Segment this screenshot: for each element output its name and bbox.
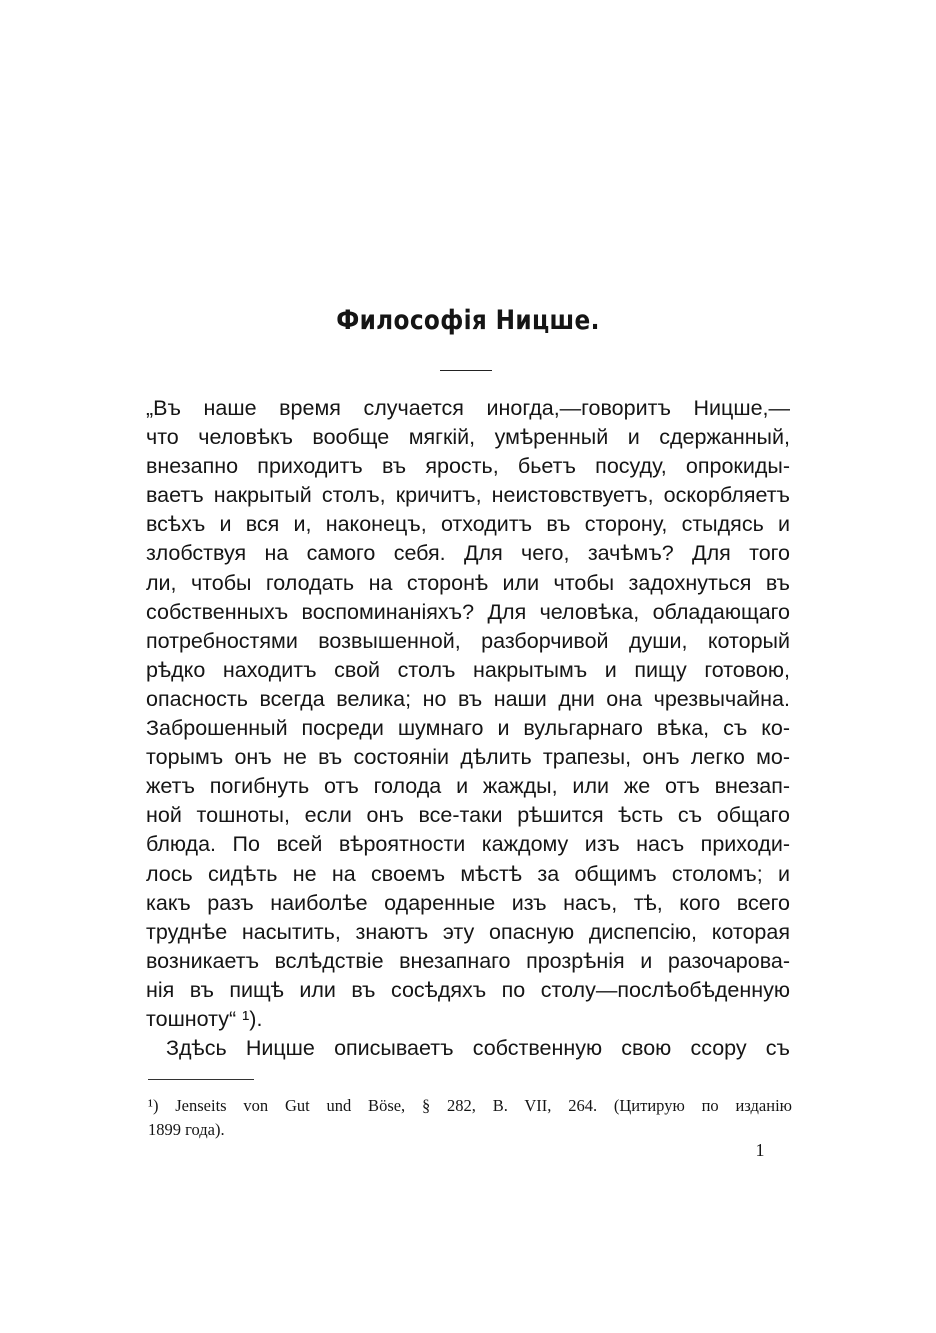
title-divider xyxy=(440,370,492,371)
text-line: ваетъ накрытый столъ, кричитъ, неистовствуетъ, оскорбляетъ xyxy=(146,483,790,508)
text-line: тошноту“ ¹). xyxy=(146,1006,263,1031)
page-title: Философія Ницше. xyxy=(336,305,600,336)
footnote-divider xyxy=(148,1079,254,1080)
text-line: лось сидѣть не на своемъ мѣстѣ за общимъ столомъ; и xyxy=(146,861,790,886)
text-line: нія въ пищѣ или въ сосѣдяхъ по столу—послѣобѣденную xyxy=(146,977,790,1002)
text-line: злобствуя на самого себя. Для чего, зачѣмъ? Для того xyxy=(146,541,790,566)
footnote xyxy=(148,1094,792,1142)
text-line: „Въ наше время случается иногда,—говоритъ Ницше,— xyxy=(146,396,790,420)
text-line: ной тошноты, если онъ все-таки рѣшится ѣсть съ общаго xyxy=(146,803,790,828)
text-line: жетъ погибнуть отъ голода и жажды, или же отъ внезап- xyxy=(146,774,790,799)
text-line: рѣдко находитъ свой столъ накрытымъ и пищу готовою, xyxy=(146,657,790,682)
text-line: Заброшенный посреди шумнаго и вульгарнаго вѣка, съ ко- xyxy=(146,716,790,741)
footnote-line: ¹) Jenseits von Gut und Böse, § 282, B. VII, 264. (Цитирую по изданію xyxy=(148,1096,792,1115)
text-line: опасность всегда велика; но въ наши дни она чрезвычайна. xyxy=(146,686,790,711)
text-line: внезапно приходитъ въ ярость, бьетъ посуду, опрокиды- xyxy=(146,454,790,479)
text-line: ли, чтобы голодать на сторонѣ или чтобы задохнуться въ xyxy=(146,570,790,595)
text-line: Здѣсь Ницше описываетъ собственную свою ссору съ xyxy=(166,1036,790,1061)
text-line: какъ разъ наиболѣе одаренные изъ насъ, тѣ, кого всего xyxy=(146,890,790,915)
text-line: труднѣе насытить, знаютъ эту опасную диспепсію, которая xyxy=(146,919,790,944)
page-number: 1 xyxy=(755,1140,765,1160)
text-line: возникаетъ вслѣдствіе внезапнаго прозрѣнія и разочарова- xyxy=(146,948,790,973)
text-line: блюда. По всей вѣроятности каждому изъ насъ приходи- xyxy=(146,832,790,857)
main-text xyxy=(146,394,790,1063)
footnote-line: 1899 года). xyxy=(148,1120,225,1139)
text-line: потребностями возвышенной, разборчивой души, который xyxy=(146,628,790,653)
text-line: что человѣкъ вообще мягкій, умѣренный и сдержанный, xyxy=(146,425,790,450)
text-line: всѣхъ и вся и, наконецъ, отходитъ въ сторону, стыдясь и xyxy=(146,512,790,537)
text-line: торымъ онъ не въ состояніи дѣлить трапезы, онъ легко мо- xyxy=(146,745,790,770)
text-line: собственныхъ воспоминаніяхъ? Для человѣка, обладающаго xyxy=(146,599,790,624)
